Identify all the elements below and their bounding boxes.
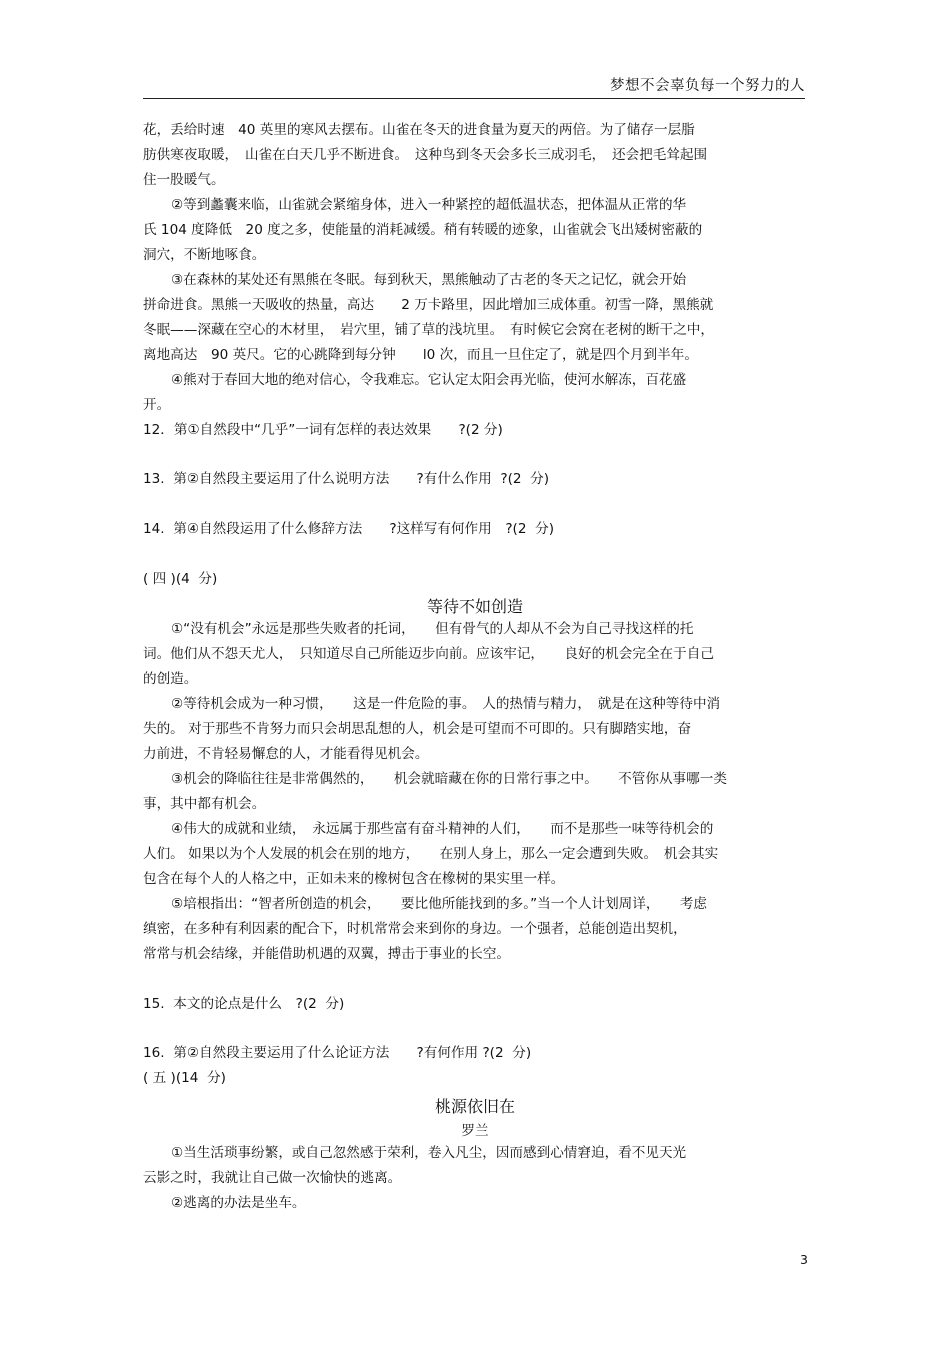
paragraph-line: 离地高达 90 英尺。它的心跳降到每分钟 l0 次，而且一旦住定了，就是四个月到半年。	[143, 347, 698, 363]
paragraph-line: 包含在每个人的人格之中，正如未来的橡树包含在橡树的果实里一样。	[143, 871, 565, 887]
paragraph-line: 人们。 如果以为个人发展的机会在别的地方， 在别人身上，那么一定会遭到失败。 机会其实	[143, 846, 719, 862]
paragraph-line: ①当生活琐事纷繁，或自己忽然感于荣利，卷入凡尘，因而感到心情窘迫，看不见天光	[171, 1145, 687, 1161]
article-title: 等待不如创造	[426, 597, 523, 616]
paragraph-line: ④伟大的成就和业绩， 永远属于那些富有奋斗精神的人们， 而不是那些一味等待机会的	[171, 821, 714, 837]
question-16: 16. 第②自然段主要运用了什么论证方法 ?有何作用 ?(2 分)	[143, 1045, 532, 1061]
paragraph-line: 氏 104 度降低 20 度之多，使能量的消耗减缓。稍有转暖的迹象，山雀就会飞出矮树密蔽的	[143, 222, 703, 238]
paragraph-line: 冬眠——深藏在空心的木材里， 岩穴里，铺了草的浅坑里。 有时候它会窝在老树的断干之中，	[143, 322, 714, 338]
paragraph-line: 肪供寒夜取暖， 山雀在白天几乎不断进食。 这种鸟到冬天会多长三成羽毛， 还会把毛耸起围	[143, 147, 708, 163]
page-number: 3	[800, 1252, 808, 1267]
paragraph-line: ②逃离的办法是坐车。	[171, 1195, 306, 1211]
paragraph-line: ⑤培根指出：“智者所创造的机会， 要比他所能找到的多。”当一个人计划周详， 考虑	[171, 896, 708, 912]
paragraph-line: 的创造。	[143, 671, 198, 687]
paragraph-line: 洞穴，不断地啄食。	[143, 247, 266, 263]
article-title: 桃源依旧在	[434, 1097, 515, 1116]
paragraph-line: ②等到蠡囊来临，山雀就会紧缩身体，进入一种紧控的超低温状态，把体温从正常的华	[171, 197, 687, 213]
paragraph-line: ①“没有机会”永远是那些失败者的托词， 但有骨气的人却从不会为自己寻找这样的托	[171, 621, 694, 637]
section-label: ( 四 )(4 分)	[143, 571, 218, 587]
paragraph-line: 拼命进食。黑熊一天吸收的热量，高达 2 万卡路里，因此增加三成体重。初雪一降，黑熊就	[143, 297, 714, 313]
paragraph-line: 住一股暖气。	[143, 172, 225, 188]
paragraph-line: ③机会的降临往往是非常偶然的， 机会就暗藏在你的日常行事之中。 不管你从事哪一类	[171, 771, 727, 787]
paragraph-line: 云影之时，我就让自己做一次愉快的逃离。	[143, 1170, 402, 1186]
paragraph-line: 词。他们从不怨天尤人， 只知道尽自己所能迈步向前。应该牢记， 良好的机会完全在于自己	[143, 646, 714, 662]
question-12: 12．第①自然段中“几乎”一词有怎样的表达效果 ?(2 分)	[143, 422, 503, 438]
section-label: ( 五 )(14 分)	[143, 1070, 226, 1086]
article-author: 罗兰	[461, 1123, 489, 1139]
paragraph-line: 事，其中都有机会。	[143, 796, 266, 812]
question-14: 14. 第④自然段运用了什么修辞方法 ?这样写有何作用 ?(2 分)	[143, 521, 555, 537]
paragraph-line: ③在森林的某处还有黑熊在冬眠。每到秋天，黑熊触动了古老的冬天之记忆，就会开始	[171, 272, 687, 288]
question-13: 13. 第②自然段主要运用了什么说明方法 ?有什么作用 ?(2 分)	[143, 471, 550, 487]
paragraph-line: 失的。 对于那些不肯努力而只会胡思乱想的人，机会是可望而不可即的。只有脚踏实地，奋	[143, 721, 692, 737]
paragraph-line: 缜密，在多种有利因素的配合下，时机常常会来到你的身边。一个强者，总能创造出契机，	[143, 921, 687, 937]
paragraph-line: ④熊对于春回大地的绝对信心，令我难忘。它认定太阳会再光临，使河水解冻，百花盛	[171, 372, 687, 388]
paragraph-line: 开。	[143, 397, 171, 413]
paragraph-line: 常常与机会结缘，并能借助机遇的双翼，搏击于事业的长空。	[143, 946, 511, 962]
paragraph-line: ②等待机会成为一种习惯， 这是一件危险的事。 人的热情与精力， 就是在这种等待中消	[171, 696, 721, 712]
paragraph-line: 力前进，不肯轻易懈怠的人，才能看得见机会。	[143, 746, 429, 762]
paragraph-line: 花，丢给时速 40 英里的寒风去摆布。山雀在冬天的进食量为夏天的两倍。为了储存一层脂	[143, 122, 695, 138]
question-15: 15. 本文的论点是什么 ?(2 分)	[143, 996, 345, 1012]
page-header-motto: 梦想不会辜负每一个努力的人	[143, 74, 805, 99]
